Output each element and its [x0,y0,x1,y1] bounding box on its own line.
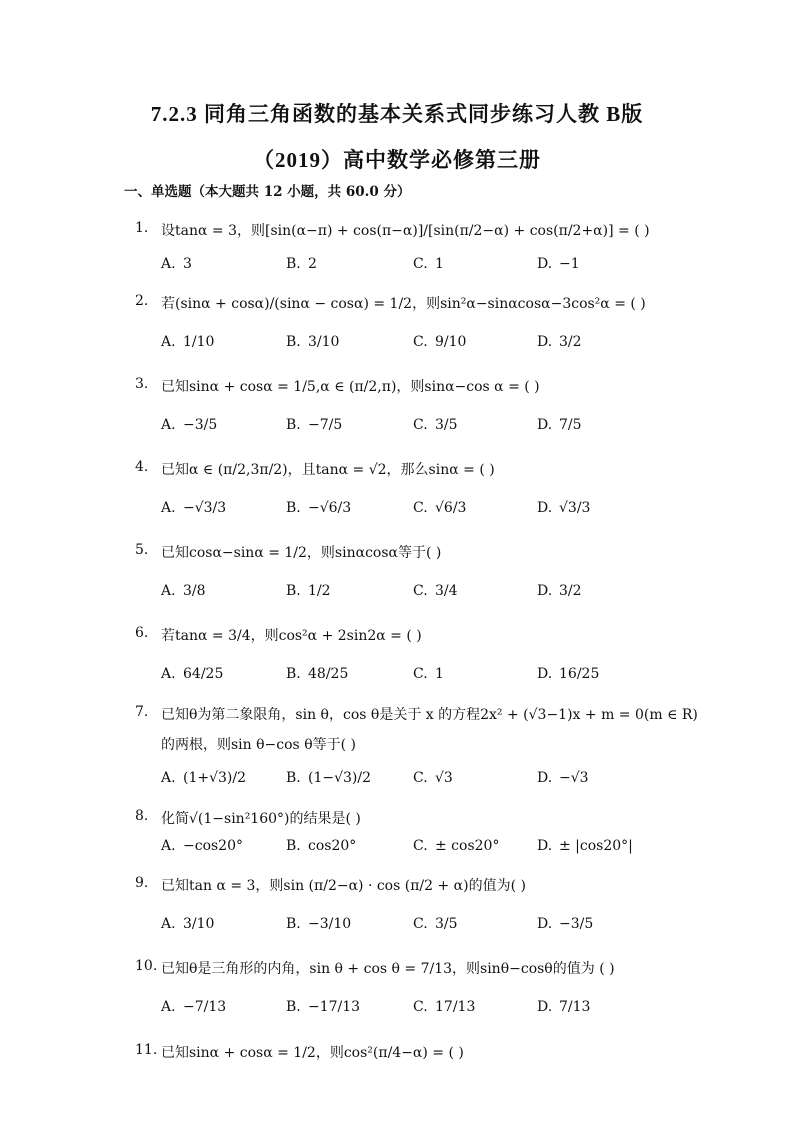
option-label: A. [161,583,176,599]
option-d[interactable] [537,666,599,682]
option-label: A. [161,334,176,350]
option-b[interactable] [286,770,371,786]
option-text: 3/2 [559,583,582,599]
option-d[interactable] [537,256,580,272]
options-row [161,334,681,358]
option-label: D. [537,838,553,854]
question-number: 4. [135,459,149,475]
option-label: D. [537,999,553,1015]
option-text: 2 [308,256,317,272]
option-a[interactable] [161,500,226,516]
option-text: 7/13 [559,999,591,1015]
option-label: D. [537,916,553,932]
option-label: B. [286,838,301,854]
option-label: C. [413,334,428,350]
option-label: A. [161,500,176,516]
option-b[interactable] [286,838,356,854]
option-text: 3/5 [435,417,458,433]
option-text: 16/25 [559,666,600,682]
section-heading: 一、单选题（本大题共 12 小题，共 60.0 分） [124,184,411,200]
question-stem: 已知θ是三角形的内角，sin θ + cos θ = 7/13，则sinθ−cosθ的值为 ( ) [161,961,615,977]
options-row [161,916,681,940]
option-label: A. [161,916,176,932]
option-label: B. [286,916,301,932]
option-label: D. [537,334,553,350]
question-number: 8. [135,808,149,824]
question-stem: 已知α ∈ (π/2,3π/2)，且tanα = √2，那么sinα = ( ) [161,462,495,478]
option-c[interactable] [413,334,466,350]
option-label: C. [413,999,428,1015]
option-c[interactable] [413,256,444,272]
option-label: C. [413,500,428,516]
option-text: 3/4 [435,583,458,599]
option-text: cos20° [308,838,357,854]
option-label: B. [286,999,301,1015]
question-number: 6. [135,625,149,641]
question-number: 9. [135,875,149,891]
option-label: B. [286,583,301,599]
option-label: D. [537,256,553,272]
option-c[interactable] [413,770,453,786]
question-stem: 若tanα = 3/4，则cos²α + 2sin2α = ( ) [161,628,422,644]
option-label: B. [286,256,301,272]
option-d[interactable] [537,334,582,350]
option-text: −√3/3 [183,500,227,516]
option-label: B. [286,334,301,350]
option-text: −3/5 [183,417,218,433]
option-c[interactable] [413,916,458,932]
option-label: A. [161,838,176,854]
question-number: 10. [135,958,158,974]
option-label: C. [413,770,428,786]
question-stem-continued: 的两根，则sin θ−cos θ等于( ) [161,737,356,753]
document-title-line-2: （2019）高中数学必修第三册 [253,148,541,172]
question-stem: 已知θ为第二象限角，sin θ，cos θ是关于 x 的方程2x² + (√3−1)x + m = 0(m ∈ R) [161,707,698,723]
option-text: 3/5 [435,916,458,932]
options-row [161,666,681,690]
option-text: −7/5 [308,417,343,433]
option-c[interactable] [413,583,458,599]
option-a[interactable] [161,256,192,272]
option-c[interactable] [413,500,466,516]
question-number: 2. [135,293,149,309]
question-stem: 已知tan α = 3，则sin (π/2−α) · cos (π/2 + α)的值为( ) [161,878,526,894]
option-text: √3 [435,770,453,786]
option-text: 48/25 [308,666,349,682]
option-label: D. [537,770,553,786]
option-d[interactable] [537,999,590,1015]
options-row [161,500,681,524]
options-row [161,417,681,441]
option-text: −3/5 [559,916,594,932]
option-a[interactable] [161,838,243,854]
options-row [161,256,681,280]
option-label: A. [161,999,176,1015]
options-row [161,770,681,794]
option-a[interactable] [161,916,214,932]
option-label: C. [413,666,428,682]
option-c[interactable] [413,838,499,854]
option-text: −7/13 [183,999,227,1015]
option-text: −3/10 [308,916,352,932]
question-stem: 已知cosα−sinα = 1/2，则sinαcosα等于( ) [161,545,442,561]
option-c[interactable] [413,666,444,682]
question-stem: 已知sinα + cosα = 1/5,α ∈ (π/2,π)，则sinα−cos α = ( ) [161,379,540,395]
option-label: B. [286,417,301,433]
option-b[interactable] [286,999,360,1015]
option-label: C. [413,583,428,599]
option-text: 1 [435,256,444,272]
option-b[interactable] [286,256,317,272]
option-text: ± cos20° [435,838,500,854]
option-b[interactable] [286,916,351,932]
option-c[interactable] [413,417,458,433]
option-b[interactable] [286,666,348,682]
option-label: B. [286,770,301,786]
option-text: √3/3 [559,500,591,516]
options-row [161,583,681,607]
option-text: (1+√3)/2 [183,770,247,786]
option-text: ± |cos20°| [559,838,633,854]
option-a[interactable] [161,417,217,433]
option-text: 3/8 [183,583,206,599]
question-number: 7. [135,704,149,720]
question-number: 1. [135,220,149,236]
option-text: √6/3 [435,500,467,516]
option-text: 7/5 [559,417,582,433]
option-text: −1 [559,256,580,272]
option-text: (1−√3)/2 [308,770,372,786]
option-text: 64/25 [183,666,224,682]
option-b[interactable] [286,334,339,350]
option-a[interactable] [161,666,223,682]
option-label: B. [286,666,301,682]
option-text: 1/2 [308,583,331,599]
option-label: D. [537,417,553,433]
option-d[interactable] [537,417,582,433]
question-number: 3. [135,376,149,392]
option-text: 3/10 [308,334,340,350]
document-title-line-1: 7.2.3 同角三角函数的基本关系式同步练习人教 B版 [150,102,644,126]
option-d[interactable] [537,583,582,599]
option-text: −cos20° [183,838,243,854]
question-stem: 若(sinα + cosα)/(sinα − cosα) = 1/2，则sin²α−sinαcosα−3cos²α = ( ) [161,296,646,312]
option-text: −√3 [559,770,589,786]
option-a[interactable] [161,583,206,599]
option-text: 1/10 [183,334,215,350]
options-row [161,838,681,862]
question-number: 11. [135,1042,158,1058]
option-a[interactable] [161,999,226,1015]
option-text: 9/10 [435,334,467,350]
option-label: C. [413,838,428,854]
option-b[interactable] [286,583,331,599]
option-a[interactable] [161,334,214,350]
question-stem: 设tanα = 3，则[sin(α−π) + cos(π−α)]/[sin(π/2−α) + cos(π/2+α)] = ( ) [161,223,650,239]
option-d[interactable] [537,838,633,854]
option-label: D. [537,500,553,516]
question-number: 5. [135,542,149,558]
options-row [161,999,681,1023]
option-c[interactable] [413,999,475,1015]
option-label: A. [161,417,176,433]
option-d[interactable] [537,770,589,786]
option-text: 3 [183,256,192,272]
option-text: 17/13 [435,999,476,1015]
option-a[interactable] [161,770,246,786]
option-text: −17/13 [308,999,361,1015]
option-label: A. [161,256,176,272]
option-label: B. [286,500,301,516]
option-d[interactable] [537,916,593,932]
option-b[interactable] [286,500,351,516]
question-stem: 化简√(1−sin²160°)的结果是( ) [161,811,361,827]
option-text: 3/2 [559,334,582,350]
question-stem: 已知sinα + cosα = 1/2，则cos²(π/4−α) = ( ) [161,1045,464,1061]
option-label: A. [161,770,176,786]
option-text: 1 [435,666,444,682]
option-b[interactable] [286,417,342,433]
option-label: C. [413,417,428,433]
option-text: 3/10 [183,916,215,932]
option-label: C. [413,256,428,272]
option-d[interactable] [537,500,590,516]
option-label: D. [537,666,553,682]
option-label: C. [413,916,428,932]
option-label: D. [537,583,553,599]
option-label: A. [161,666,176,682]
option-text: −√6/3 [308,500,352,516]
